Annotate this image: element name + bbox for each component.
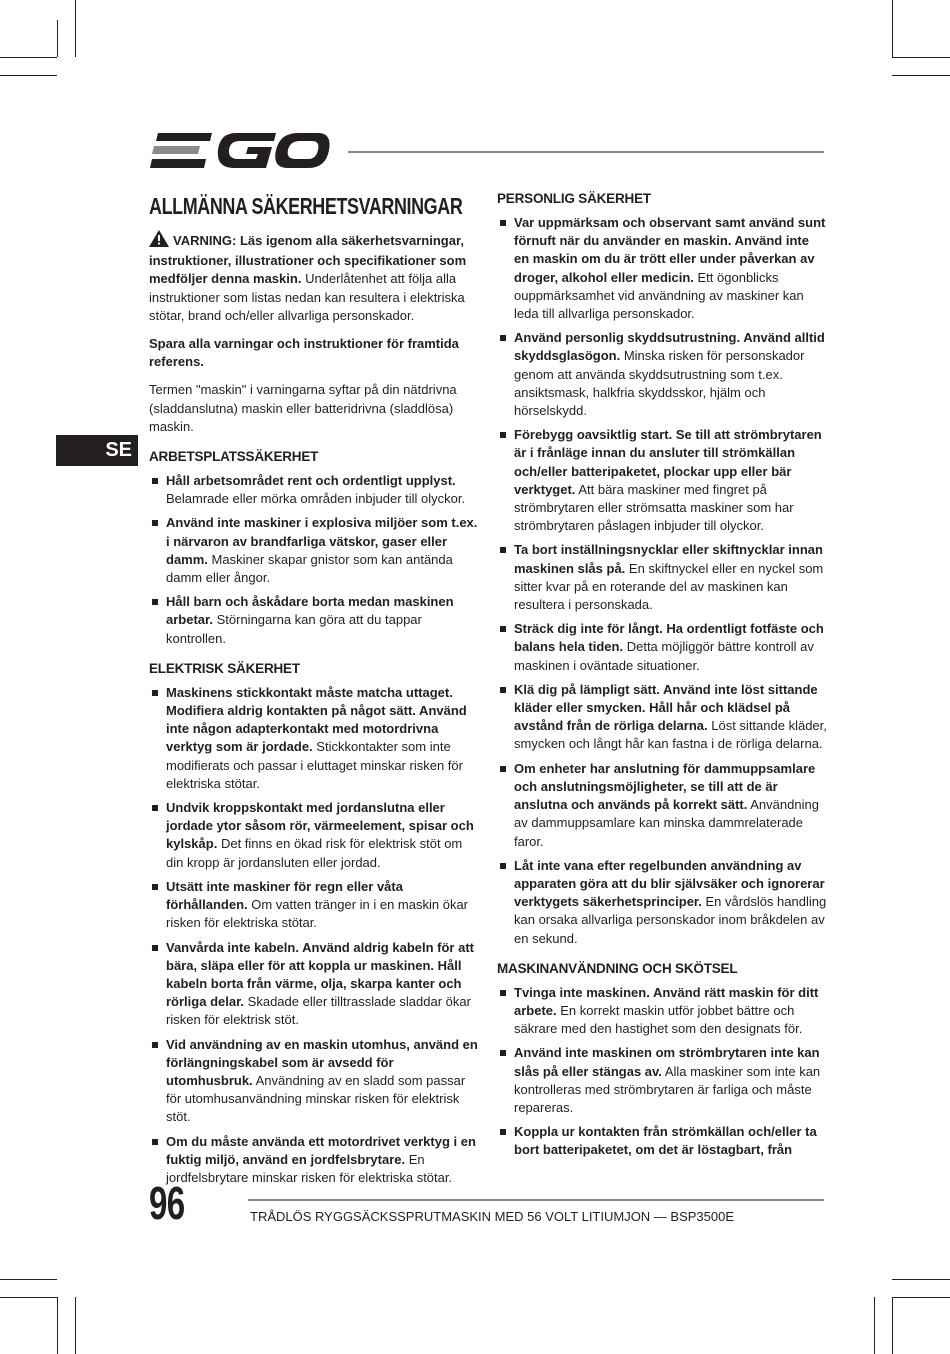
square-bullet-icon (152, 1139, 158, 1145)
list-item (497, 620, 827, 675)
warning-text: Underlåtenhet att följa alla instruktioner som listas nedan kan resultera i elektriska stötar, brand och/eller allvarliga personskador. (149, 271, 465, 323)
list-item (497, 984, 827, 1039)
item-bold-text: Håll barn och åskådare borta medan maskinen arbetar. (166, 594, 454, 628)
page-number: 96 (149, 1177, 185, 1229)
list-item (149, 684, 479, 793)
list-item (497, 426, 827, 535)
warning-bold-text: Läs igenom alla säkerhetsvarningar, instruktioner, illustrationer och specifikationer som medföljer denna maskin. (149, 233, 467, 287)
item-text: Användning av dammuppsamlare kan minska dammrelaterade faror. (514, 797, 819, 849)
warning-triangle-icon (149, 230, 169, 252)
footer-text: TRÅDLÖS RYGGSÄCKSSPRUTMASKIN MED 56 VOLT LITIUMJON — BSP3500E (250, 1209, 735, 1224)
term-note: Termen "maskin" i varningarna syftar på din nätdrivna (sladdanslutna) maskin eller batteridrivna (sladdlösa) maskin. (149, 382, 457, 434)
bullet-list (149, 472, 479, 648)
item-bold-text: Vid användning av en maskin utomhus, använd en förlängningskabel som är avsedd för utomhusbruk. (166, 1036, 478, 1088)
list-item (149, 1036, 479, 1127)
header-rule (348, 151, 824, 153)
square-bullet-icon (152, 478, 158, 484)
item-bold-text: Vanvårda inte kabeln. Använd aldrig kabeln för att bära, släpa eller för att koppla ur maskinen. Håll kabeln borta från värme, olja, skarpa kanter och rörliga delar. (166, 939, 474, 1010)
list-item (497, 681, 827, 754)
bullet-list (497, 984, 827, 1160)
bullet-list (149, 684, 479, 1187)
crop-mark (892, 75, 950, 76)
list-item (149, 514, 479, 587)
language-tab: SE (56, 435, 138, 466)
item-bold-text: Ta bort inställningsnycklar eller skiftnycklar innan maskinen slås på. (514, 542, 823, 576)
warning-label: VARNING: (173, 233, 237, 248)
item-bold-text: Om enheter har anslutning för dammuppsamlare och anslutningsmöjligheter, se till att de är anslutna och används på korrekt sätt. (514, 760, 816, 813)
item-text: Minska risken för personskador genom att använda skyddsutrustning som t.ex. ansiktsmask, halkfria skyddsskor, hjälm och hörselskydd. (514, 348, 805, 419)
item-bold-text: Använd personlig skyddsutrustning. Använd alltid skyddsglasögon. (514, 330, 825, 364)
crop-mark (0, 75, 57, 76)
left-sections (149, 448, 479, 1187)
item-bold-text: Koppla ur kontakten från strömkällan och/eller ta bort batteripaketet, om det är löstagbart, från (514, 1124, 817, 1158)
list-item (497, 857, 827, 948)
item-bold-text: Maskinens stickkontakt måste matcha uttaget. Modifiera aldrig kontakten på något sätt. Använd inte någon adapterkontakt med motordrivna verktyg som är jordade. (166, 684, 467, 755)
item-bold-text: Klä dig på lämpligt sätt. Använd inte löst sittande kläder eller smycken. Håll hår och klädsel på avstånd från de rörliga delarna. (514, 681, 818, 734)
right-sections (497, 190, 827, 1160)
item-text: Om vatten tränger in i en maskin ökar risken för elektriska stötar. (166, 897, 469, 931)
footer-rule (248, 1199, 824, 1201)
square-bullet-icon (500, 1129, 506, 1135)
list-item (497, 1044, 827, 1117)
item-bold-text: Förebygg oavsiktlig start. Se till att strömbrytaren är i frånläge innan du ansluter till strömkällan och/eller batteripaketet, plockar upp eller bär verktyget. (514, 427, 822, 497)
section-heading: PERSONLIG SÄKERHET (497, 191, 651, 206)
square-bullet-icon (152, 805, 158, 811)
item-text: Löst sittande kläder, smycken och långt hår kan fastna i de rörliga delarna. (514, 718, 827, 752)
square-bullet-icon (152, 690, 158, 696)
bullet-list (497, 214, 827, 948)
list-item (497, 214, 827, 323)
crop-mark (892, 1279, 950, 1280)
item-text: En korrekt maskin utför jobbet bättre och säkrare med den hastighet som den designats för. (514, 1002, 803, 1037)
list-item (497, 541, 827, 614)
crop-mark (892, 1297, 950, 1298)
crop-mark (0, 1279, 57, 1280)
page-title: ALLMÄNNA SÄKERHETSVARNINGAR (149, 193, 463, 219)
save-note-text: Spara alla varningar och instruktioner för framtida referens. (149, 336, 459, 370)
item-text: Det finns en ökad risk för elektrisk stöt om din kropp är jordansluten eller jordad. (166, 836, 463, 870)
item-bold-text: Utsätt inte maskiner för regn eller våta förhållanden. (166, 878, 403, 913)
crop-mark (75, 1297, 76, 1354)
item-text: Störningarna kan göra att du tappar kontrollen. (166, 612, 422, 646)
square-bullet-icon (152, 520, 158, 526)
square-bullet-icon (500, 990, 506, 996)
square-bullet-icon (152, 884, 158, 890)
item-text: Användning av en sladd som passar för utomhusanvändning minskar risken för elektrisk stöt. (166, 1072, 466, 1125)
crop-mark (57, 1297, 58, 1354)
list-item (149, 593, 479, 648)
item-text: Att bära maskiner med fingret på strömbrytaren eller strömsatta maskiner som har strömbrytaren påslagen inbjuder till olyckor. (514, 481, 794, 534)
item-bold-text: Låt inte vana efter regelbunden användning av apparaten göra att du blir självsäker och ignorerar verktygets säkerhetsprinciper. (514, 857, 825, 910)
square-bullet-icon (500, 220, 506, 226)
list-item (149, 939, 479, 1030)
list-item (149, 472, 479, 508)
item-text: En jordfelsbrytare minskar risken för elektriska stötar. (166, 1151, 453, 1185)
crop-mark (75, 0, 76, 57)
crop-mark (0, 57, 57, 58)
item-bold-text: Sträck dig inte för långt. Ha ordentligt fotfäste och balans hela tiden. (514, 621, 824, 655)
crop-mark (892, 1297, 893, 1354)
item-bold-text: Använd inte maskiner i explosiva miljöer som t.ex. i närvaron av brandfarliga vätskor, gaser eller damm. (166, 515, 478, 567)
item-text: Stickkontakter som inte modifierats och passar i eluttaget minskar risken för elektriska stötar. (166, 739, 463, 791)
item-text: En skiftnyckel eller en nyckel som sitter kvar på en roterande del av maskinen kan resultera i personskada. (514, 560, 824, 613)
item-bold-text: Använd inte maskinen om strömbrytaren inte kan slås på eller stängas av. (514, 1045, 820, 1079)
item-bold-text: Var uppmärksam och observant samt använd sunt förnuft när du använder en maskin. Använd inte en maskin om du är trött eller under påverkan av droger, alkohol eller medicin. (514, 215, 826, 285)
section-heading: ARBETSPLATSSÄKERHET (149, 449, 319, 465)
crop-mark (892, 57, 950, 58)
item-text: Skadade eller tilltrasslade sladdar ökar risken för elektrisk stöt. (166, 994, 471, 1028)
list-item (149, 1133, 479, 1188)
list-item (149, 799, 479, 872)
ego-logo (150, 131, 330, 171)
item-text: Alla maskiner som inte kan kontrolleras med strömbrytaren är farliga och måste repareras. (514, 1063, 821, 1115)
crop-mark (892, 0, 893, 57)
square-bullet-icon (152, 945, 158, 951)
square-bullet-icon (500, 1050, 506, 1056)
item-text: Belamrade eller mörka områden inbjuder till olyckor. (166, 491, 466, 507)
square-bullet-icon (152, 599, 158, 605)
item-text: Ett ögonblicks ouppmärksamhet vid användning av maskiner kan leda till allvarliga personskador. (514, 269, 804, 322)
section-heading: MASKINANVÄNDNING OCH SKÖTSEL (497, 960, 738, 976)
item-bold-text: Tvinga inte maskinen. Använd rätt maskin för ditt arbete. (514, 984, 819, 1018)
item-text: Maskiner skapar gnistor som kan antända damm eller ångor. (166, 551, 453, 586)
square-bullet-icon (500, 687, 506, 693)
list-item (497, 760, 827, 851)
square-bullet-icon (500, 432, 506, 438)
right-column (497, 190, 827, 1166)
item-bold-text: Håll arbetsområdet rent och ordentligt upplyst. (166, 473, 456, 489)
list-item (149, 878, 479, 933)
square-bullet-icon (500, 626, 506, 632)
item-text: En vårdslös handling kan orsaka allvarliga personskador inom bråkdelen av en sekund. (514, 894, 827, 946)
item-text: Detta möjliggör bättre kontroll av maskinen i oväntade situationer. (514, 639, 814, 673)
list-item (497, 1123, 827, 1159)
warning-paragraph (149, 230, 479, 325)
square-bullet-icon (152, 1042, 158, 1048)
square-bullet-icon (500, 335, 506, 341)
square-bullet-icon (500, 766, 506, 772)
crop-mark (0, 1297, 57, 1298)
list-item (497, 329, 827, 420)
square-bullet-icon (500, 547, 506, 553)
item-bold-text: Undvik kroppskontakt med jordanslutna eller jordade ytor såsom rör, värmeelement, spisar och kylskåp. (166, 800, 474, 852)
crop-mark (874, 1297, 875, 1354)
crop-mark (57, 20, 58, 57)
square-bullet-icon (500, 863, 506, 869)
left-column (149, 190, 479, 1193)
section-heading: ELEKTRISK SÄKERHET (149, 660, 300, 676)
save-note (149, 335, 479, 371)
item-bold-text: Om du måste använda ett motordrivet verktyg i en fuktig miljö, använd en jordfelsbrytare. (166, 1133, 476, 1167)
